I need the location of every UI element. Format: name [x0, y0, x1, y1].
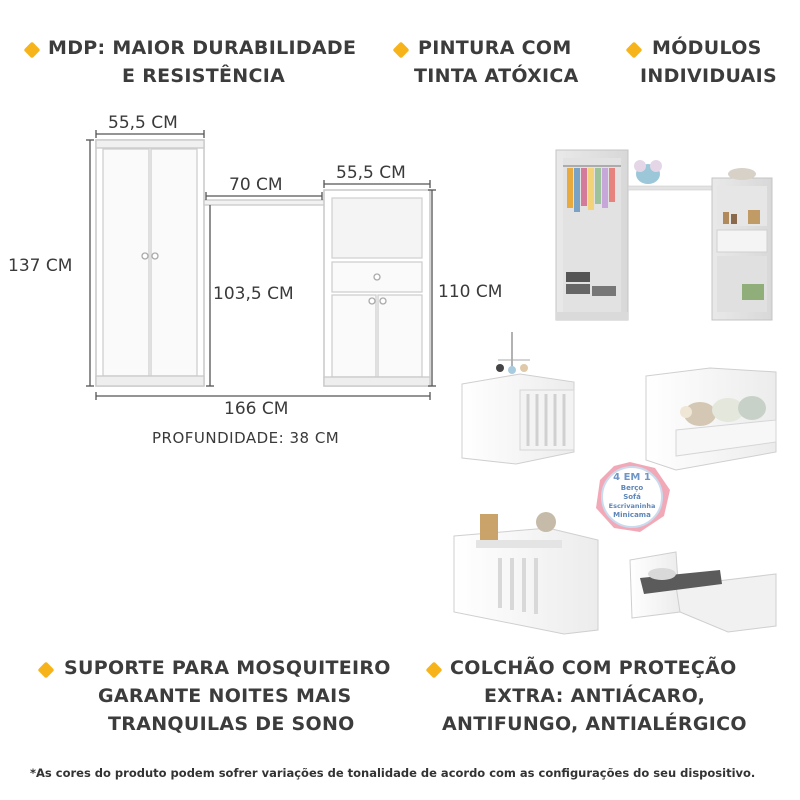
- badge-text: [602, 472, 662, 520]
- badge-mode-berco: Berço: [620, 484, 644, 492]
- shelf-height-label: 103,5 CM: [213, 284, 294, 304]
- desk-mode-photo: [454, 512, 598, 634]
- cabinet-height-label: 110 CM: [438, 282, 503, 302]
- bed-mode-photo: [630, 552, 776, 632]
- shelf-width-label: 70 CM: [229, 175, 283, 195]
- feature-mdp: MDP: MAIOR DURABILIDADE E RESISTÊNCIA: [48, 37, 357, 87]
- crib-mode-photo: [462, 332, 574, 464]
- feature-mosquiteiro: SUPORTE PARA MOSQUITEIRO GARANTE NOITES MAIS TRANQUILAS DE SONO: [64, 657, 391, 735]
- feature-pintura: PINTURA COM TINTA ATÓXICA: [414, 37, 579, 87]
- shelf-outline: [204, 200, 328, 205]
- badge-mode-minicama: Minicama: [613, 511, 651, 519]
- feature-modulos: MÓDULOS INDIVIDUAIS: [640, 37, 777, 87]
- total-width-label: 166 CM: [224, 399, 289, 419]
- cabinet-width-label: 55,5 CM: [336, 163, 406, 183]
- wardrobe-height-label: 137 CM: [8, 256, 73, 276]
- depth-label: PROFUNDIDADE: 38 CM: [152, 429, 340, 447]
- badge-mode-sofa: Sofá: [623, 493, 641, 501]
- badge-title: 4 EM 1: [613, 472, 651, 483]
- sofa-mode-photo: [646, 368, 776, 470]
- feature-colchao: COLCHÃO COM PROTEÇÃO EXTRA: ANTIÁCARO, ANTIFUNGO, ANTIALÉRGICO: [442, 657, 747, 735]
- wardrobe-width-label: 55,5 CM: [108, 113, 178, 133]
- badge-mode-escrivaninha: Escrivaninha: [608, 502, 656, 510]
- modules-photo: [556, 150, 772, 320]
- color-variation-footnote: *As cores do produto podem sofrer variações de tonalidade de acordo com as configurações do seu dispositivo.: [30, 766, 756, 780]
